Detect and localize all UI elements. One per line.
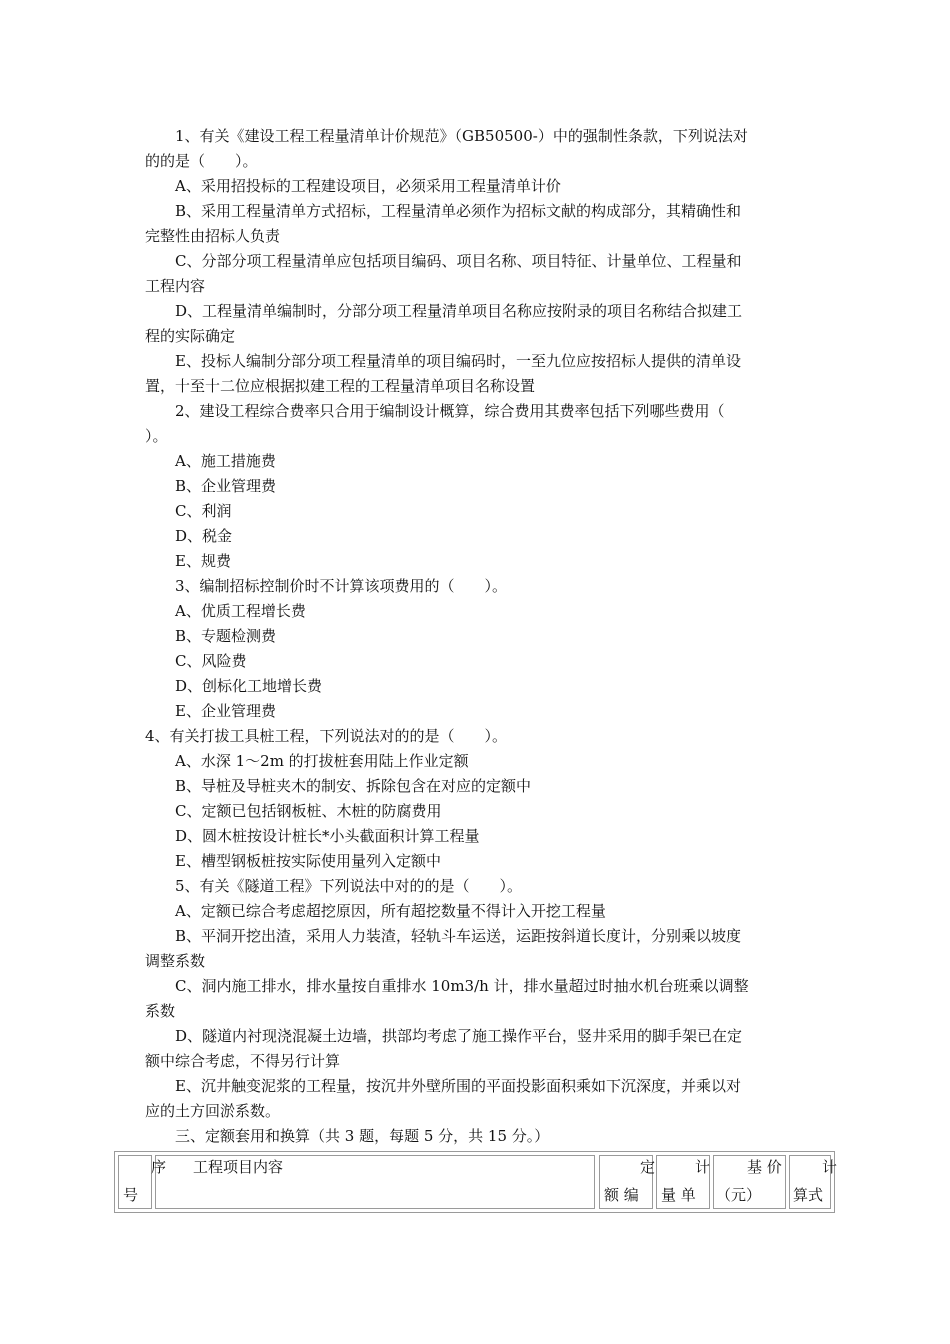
text-line: 额中综合考虑，不得另行计算 xyxy=(145,1052,341,1070)
text-line: E、企业管理费 xyxy=(175,702,276,720)
text-line: D、圆木桩按设计桩长*小头截面积计算工程量 xyxy=(175,827,480,845)
text-line: 完整性由招标人负责 xyxy=(145,227,281,245)
text-line: 程的实际确定 xyxy=(145,327,236,345)
text-line: B、平洞开挖出渣，采用人力装渣，轻轨斗车运送，运距按斜道长度计，分别乘以坡度 xyxy=(175,927,742,945)
text-line: 5、有关《隧道工程》下列说法中对的的是（ ）。 xyxy=(175,877,523,895)
text-line: A、定额已综合考虑超挖原因，所有超挖数量不得计入开挖工程量 xyxy=(175,902,606,920)
text-line: 工程内容 xyxy=(145,277,206,295)
text-line: E、规费 xyxy=(175,552,231,570)
text-line: 应的土方回淤系数。 xyxy=(145,1102,281,1120)
header-code-bottom: 额 编 xyxy=(604,1186,639,1204)
text-line: B、专题检测费 xyxy=(175,627,277,645)
text-line: D、创标化工地增长费 xyxy=(175,677,323,695)
text-line: B、导桩及导桩夹木的制安、拆除包含在对应的定额中 xyxy=(175,777,532,795)
header-seq-bottom: 号 xyxy=(123,1186,139,1204)
text-line: C、风险费 xyxy=(175,652,247,670)
text-line: 调整系数 xyxy=(145,952,206,970)
text-line: B、采用工程量清单方式招标，工程量清单必须作为招标文献的构成部分，其精确性和 xyxy=(175,202,742,220)
header-price-bottom: （元） xyxy=(716,1186,762,1204)
quota-table xyxy=(114,1151,838,1213)
header-seq-top: 序 xyxy=(151,1158,167,1176)
header-unit-top: 计 xyxy=(695,1158,711,1176)
text-line: A、采用招投标的工程建设项目，必须采用工程量清单计价 xyxy=(175,177,561,195)
text-line: E、槽型钢板桩按实际使用量列入定额中 xyxy=(175,852,441,870)
header-formula-bottom: 算式 xyxy=(793,1186,824,1204)
header-price-top: 基 价 xyxy=(747,1158,782,1176)
text-line: 置，十至十二位应根据拟建工程的工程量清单项目名称设置 xyxy=(145,377,536,395)
text-line: 3、编制招标控制价时不计算该项费用的（ ）。 xyxy=(175,577,508,595)
text-line: 三、定额套用和换算（共 3 题，每题 5 分，共 15 分。） xyxy=(175,1127,550,1145)
text-line: A、施工措施费 xyxy=(175,452,276,470)
text-line: D、税金 xyxy=(175,527,233,545)
text-line: C、洞内施工排水，排水量按自重排水 10m3/h 计，排水量超过时抽水机台班乘以调整 xyxy=(175,977,749,995)
text-line: C、定额已包括钢板桩、木桩的防腐费用 xyxy=(175,802,442,820)
text-line: D、工程量清单编制时，分部分项工程量清单项目名称应按附录的项目名称结合拟建工 xyxy=(175,302,743,320)
text-line: C、分部分项工程量清单应包括项目编码、项目名称、项目特征、计量单位、工程量和 xyxy=(175,252,742,270)
text-line: E、沉井触变泥浆的工程量，按沉井外壁所围的平面投影面积乘如下沉深度，并乘以对 xyxy=(175,1077,741,1095)
text-line: 2、建设工程综合费率只合用于编制设计概算，综合费用其费率包括下列哪些费用（ xyxy=(175,402,725,420)
text-line: D、隧道内衬现浇混凝土边墙，拱部均考虑了施工操作平台，竖井采用的脚手架已在定 xyxy=(175,1027,743,1045)
text-line: 系数 xyxy=(145,1002,176,1020)
header-unit-bottom: 量 单 xyxy=(661,1186,696,1204)
document-body xyxy=(145,124,810,1149)
text-line: C、利润 xyxy=(175,502,232,520)
header-formula-top: 计 xyxy=(822,1158,838,1176)
header-code-top: 定 xyxy=(640,1158,656,1176)
text-line: ）。 xyxy=(145,427,168,445)
text-line: A、水深 1～2m 的打拔桩套用陆上作业定额 xyxy=(175,752,469,770)
text-line: B、企业管理费 xyxy=(175,477,277,495)
text-line: 4、有关打拔工具桩工程，下列说法对的的是（ ）。 xyxy=(145,727,508,745)
text-line: 的的是（ ）。 xyxy=(145,152,258,170)
text-line: E、投标人编制分部分项工程量清单的项目编码时，一至九位应按招标人提供的清单设 xyxy=(175,352,741,370)
text-line: A、优质工程增长费 xyxy=(175,602,306,620)
header-item: 工程项目内容 xyxy=(193,1158,284,1176)
text-line: 1、有关《建设工程工程量清单计价规范》（GB50500-）中的强制性条款，下列说法对 xyxy=(175,127,748,145)
